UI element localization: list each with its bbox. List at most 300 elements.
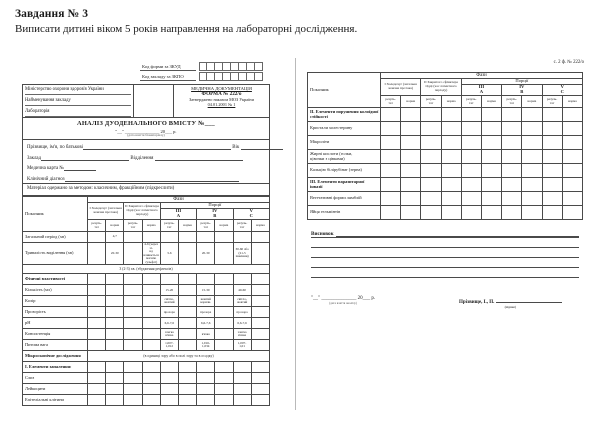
table-cell[interactable]: [522, 150, 542, 164]
table-cell[interactable]: [215, 395, 233, 406]
signature-name[interactable]: [459, 296, 562, 309]
table-cell[interactable]: 15-20: [160, 285, 178, 296]
patient-field-input[interactable]: [41, 154, 129, 161]
table-cell[interactable]: [215, 340, 233, 351]
table-cell[interactable]: [502, 150, 522, 164]
table-cell[interactable]: [461, 206, 481, 220]
table-cell[interactable]: злегка в'язка: [233, 329, 251, 340]
table-cell[interactable]: [142, 395, 160, 406]
patient-field-label: Відділення: [129, 155, 155, 161]
col-header-portion: [197, 209, 233, 220]
table-cell[interactable]: [233, 384, 251, 395]
table-cell[interactable]: [142, 318, 160, 329]
table-cell[interactable]: [124, 340, 142, 351]
table-cell[interactable]: [215, 373, 233, 384]
table-cell[interactable]: [481, 136, 501, 150]
table-cell[interactable]: [124, 318, 142, 329]
page-divider: [295, 58, 296, 410]
table-cell[interactable]: [401, 122, 421, 136]
signature-caption: (підпис): [504, 305, 517, 309]
institution-block: [22, 84, 134, 118]
table-cell[interactable]: [542, 108, 562, 122]
table-cell[interactable]: [215, 362, 233, 373]
table-cell[interactable]: [502, 192, 522, 206]
table-cell[interactable]: [562, 136, 582, 150]
table-cell[interactable]: прозора: [233, 307, 251, 318]
table-cell[interactable]: [197, 384, 215, 395]
table-cell[interactable]: [215, 307, 233, 318]
table-cell[interactable]: [142, 274, 160, 285]
table-cell[interactable]: [401, 108, 421, 122]
table-row-label: Колір: [23, 296, 88, 307]
col-header-phase2: ІІ Закритого сфінктера Одді (час латентного періоду): [124, 203, 160, 220]
table-cell[interactable]: [142, 285, 160, 296]
table-cell[interactable]: [88, 243, 106, 265]
col-header-sub: норма: [481, 96, 501, 108]
doc-meta-line4: 04.01.2001 № 1: [207, 102, 236, 107]
table-cell[interactable]: [251, 232, 269, 243]
table-cell[interactable]: [142, 362, 160, 373]
table-cell[interactable]: [461, 164, 481, 178]
table-cell[interactable]: [562, 150, 582, 164]
table-cell[interactable]: [461, 136, 481, 150]
table-cell[interactable]: [441, 136, 461, 150]
table-cell[interactable]: [142, 384, 160, 395]
signature-date[interactable]: [311, 296, 375, 305]
table-cell[interactable]: [106, 340, 124, 351]
form-page-left: [18, 58, 288, 413]
table-cell[interactable]: [88, 285, 106, 296]
table-cell[interactable]: [178, 307, 196, 318]
conclusion-block: [311, 228, 579, 278]
table-cell[interactable]: [381, 108, 401, 122]
table-cell[interactable]: [461, 192, 481, 206]
table-cell[interactable]: [178, 384, 196, 395]
table-cell[interactable]: [142, 296, 160, 307]
table-cell[interactable]: [401, 178, 421, 192]
code-cells-zkpo[interactable]: [199, 72, 263, 81]
col-header-portion: [461, 85, 501, 96]
table-row-label: Кальцію білірубінат (зерна): [308, 164, 381, 178]
table-cell[interactable]: 20-30: [197, 243, 215, 265]
table-cell[interactable]: [160, 373, 178, 384]
signature-name-label: Прізвище, І., П.: [459, 300, 495, 305]
portion-letter: С: [560, 89, 564, 95]
table-cell[interactable]: [251, 373, 269, 384]
table-cell[interactable]: [88, 296, 106, 307]
institution-label: Найменування закладу: [25, 97, 131, 106]
patient-field-label: Прізвище, ім'я, по батькові: [27, 145, 84, 150]
table-cell[interactable]: [88, 362, 106, 373]
table-cell[interactable]: [481, 206, 501, 220]
table-cell[interactable]: [251, 362, 269, 373]
table-cell[interactable]: [562, 108, 582, 122]
table-cell[interactable]: 4,7: [106, 232, 124, 243]
table-cell[interactable]: [401, 150, 421, 164]
table-row: [23, 329, 270, 340]
table-cell[interactable]: [106, 318, 124, 329]
table-cell[interactable]: [502, 108, 522, 122]
table-cell[interactable]: [142, 307, 160, 318]
table-cell[interactable]: 3-6: [160, 243, 178, 265]
code-block: [140, 62, 270, 82]
table-cell[interactable]: [106, 373, 124, 384]
table-cell[interactable]: [124, 296, 142, 307]
table-cell[interactable]: [401, 192, 421, 206]
table-cell[interactable]: [160, 232, 178, 243]
table-row-label: Фізичні властивості: [23, 274, 88, 285]
col-header-sub: норма: [251, 220, 269, 232]
table-cell[interactable]: [461, 122, 481, 136]
table-cell[interactable]: [124, 274, 142, 285]
table-cell[interactable]: [542, 192, 562, 206]
table-cell[interactable]: [251, 243, 269, 265]
table-cell[interactable]: злегка в'язка: [160, 329, 178, 340]
table-cell[interactable]: [502, 164, 522, 178]
table-cell[interactable]: [215, 232, 233, 243]
table-cell[interactable]: світло- жовтий: [160, 296, 178, 307]
table-cell[interactable]: [124, 384, 142, 395]
code-label-zkud: Код форми за ЗКУД: [140, 62, 196, 71]
table-cell[interactable]: [233, 232, 251, 243]
table-row: [308, 136, 583, 150]
patient-field-input[interactable]: [241, 143, 283, 150]
table-cell[interactable]: [401, 136, 421, 150]
table-note-cell: 3 (2-3) хв. (збудження рефлексів): [23, 265, 270, 274]
table-row: [23, 340, 270, 351]
table-cell[interactable]: [251, 307, 269, 318]
table-cell[interactable]: [502, 136, 522, 150]
table-cell[interactable]: [542, 178, 562, 192]
table-cell[interactable]: [481, 178, 501, 192]
table-cell[interactable]: [421, 122, 441, 136]
table-cell[interactable]: [251, 384, 269, 395]
table-cell[interactable]: [160, 362, 178, 373]
table-cell[interactable]: [441, 164, 461, 178]
table-cell[interactable]: [215, 285, 233, 296]
table-cell[interactable]: [88, 274, 106, 285]
patient-field-input[interactable]: [83, 143, 231, 150]
table-cell[interactable]: [421, 178, 441, 192]
table-cell[interactable]: [481, 150, 501, 164]
patient-field-label: Клінічний діагноз: [27, 176, 65, 182]
table-cell[interactable]: [178, 243, 196, 265]
conclusion-input[interactable]: [336, 228, 579, 237]
portion-letter: В: [520, 89, 524, 95]
table-cell[interactable]: [562, 122, 582, 136]
table-cell[interactable]: [441, 206, 461, 220]
table-cell[interactable]: [461, 150, 481, 164]
table-cell[interactable]: [251, 318, 269, 329]
col-header-indicator: Показник: [308, 73, 381, 108]
table-cell[interactable]: [197, 274, 215, 285]
table-cell[interactable]: [401, 164, 421, 178]
table-cell[interactable]: [142, 329, 160, 340]
table-cell[interactable]: [251, 395, 269, 406]
table-cell[interactable]: [233, 395, 251, 406]
col-header-phase1: І Холедохус (загальна жовчна протока): [381, 79, 421, 96]
patient-field-label: Вік: [231, 145, 241, 150]
table-cell[interactable]: 40-60: [233, 285, 251, 296]
patient-field-input[interactable]: [155, 154, 243, 161]
table-cell[interactable]: [178, 395, 196, 406]
table-cell[interactable]: [502, 178, 522, 192]
table-cell[interactable]: [522, 206, 542, 220]
table-cell[interactable]: [251, 285, 269, 296]
table-cell[interactable]: [542, 164, 562, 178]
table-cell[interactable]: [178, 340, 196, 351]
table-cell[interactable]: світло- жовтий: [233, 296, 251, 307]
table-cell[interactable]: [178, 296, 196, 307]
table-cell[interactable]: [502, 122, 522, 136]
patient-field-row: [27, 175, 265, 182]
doc-meta-line1: МЕДИЧНА ДОКУМЕНТАЦІЯ: [191, 86, 252, 91]
table-cell[interactable]: [106, 307, 124, 318]
table-row-label: І. Елементи запалення:: [23, 362, 88, 373]
conclusion-input[interactable]: [311, 248, 579, 258]
table-cell[interactable]: [461, 108, 481, 122]
table-cell[interactable]: [160, 274, 178, 285]
table-cell[interactable]: [88, 329, 106, 340]
table-row-label: ІІІ. Елементи паразитарної інвазії: [308, 178, 381, 192]
signature-name-blank[interactable]: [496, 296, 562, 303]
table-cell[interactable]: 20-30: [106, 243, 124, 265]
table-cell[interactable]: [251, 296, 269, 307]
code-cells-zkud[interactable]: [199, 62, 263, 71]
col-header-portion: [160, 209, 196, 220]
table-cell[interactable]: [160, 395, 178, 406]
table-cell[interactable]: [215, 318, 233, 329]
table-cell[interactable]: [522, 136, 542, 150]
table-cell[interactable]: [251, 329, 269, 340]
table-cell[interactable]: [142, 373, 160, 384]
table-cell[interactable]: [461, 178, 481, 192]
table-cell[interactable]: [542, 150, 562, 164]
table-cell[interactable]: прозора: [197, 307, 215, 318]
table-row: [23, 265, 270, 274]
table-cell[interactable]: [421, 192, 441, 206]
table-cell[interactable]: [233, 274, 251, 285]
table-cell[interactable]: [142, 232, 160, 243]
table-cell[interactable]: [381, 122, 401, 136]
portion-letter: В: [213, 213, 217, 219]
table-cell[interactable]: [421, 206, 441, 220]
table-cell[interactable]: 6,6-7,6: [233, 318, 251, 329]
table-cell[interactable]: [233, 362, 251, 373]
table-cell[interactable]: [542, 122, 562, 136]
conclusion-input[interactable]: [311, 238, 579, 248]
table-cell[interactable]: [106, 384, 124, 395]
table-row-label: Питома вага: [23, 340, 88, 351]
table-cell[interactable]: [88, 307, 106, 318]
table-cell[interactable]: [562, 206, 582, 220]
table-cell[interactable]: [481, 192, 501, 206]
form-date-line[interactable]: "__" _______________ 20___ р.: [115, 129, 177, 134]
table-cell[interactable]: [160, 384, 178, 395]
table-cell[interactable]: [124, 285, 142, 296]
table-cell[interactable]: [215, 243, 233, 265]
table-cell[interactable]: [106, 285, 124, 296]
table-cell[interactable]: 6,6-7,6: [160, 318, 178, 329]
col-header-sub: норма: [106, 220, 124, 232]
conclusion-input[interactable]: [311, 268, 579, 278]
portion-letter: С: [249, 213, 253, 219]
col-header-sub: резуль- тат: [233, 220, 251, 232]
table-cell[interactable]: [251, 340, 269, 351]
table-cell[interactable]: 1,007- 1,012: [160, 340, 178, 351]
signature-date-caption: (дата взяття аналізу): [329, 301, 357, 305]
conclusion-input[interactable]: [311, 258, 579, 268]
table-cell[interactable]: [142, 340, 160, 351]
table-cell[interactable]: жовтий коричн.: [197, 296, 215, 307]
table-cell[interactable]: [88, 384, 106, 395]
form-header-row: [22, 84, 270, 118]
table-cell[interactable]: [178, 318, 196, 329]
table-cell[interactable]: [481, 122, 501, 136]
table-row: [308, 150, 583, 164]
col-header-phases: Фази: [381, 73, 583, 79]
form-title-box: [22, 118, 270, 140]
table-cell[interactable]: [481, 108, 501, 122]
laboratory-label: Лабораторія: [25, 108, 131, 117]
table-cell[interactable]: [178, 232, 196, 243]
table-cell[interactable]: [197, 395, 215, 406]
patient-field-input[interactable]: [65, 175, 239, 182]
col-header-phases: Фази: [88, 197, 270, 203]
table-cell[interactable]: 6,6-7,6: [197, 318, 215, 329]
table-cell[interactable]: [106, 274, 124, 285]
table-cell[interactable]: [481, 164, 501, 178]
table-row: [308, 122, 583, 136]
table-row: [23, 296, 270, 307]
table-cell[interactable]: [106, 329, 124, 340]
table-cell[interactable]: [522, 178, 542, 192]
form-title: АНАЛІЗ ДУОДЕНАЛЬНОГО ВМІСТУ №___: [77, 120, 215, 127]
table-cell[interactable]: [215, 274, 233, 285]
table-cell[interactable]: [178, 329, 196, 340]
table-cell[interactable]: [381, 192, 401, 206]
table-cell[interactable]: [124, 329, 142, 340]
portion-letter: А: [176, 213, 181, 219]
table-cell[interactable]: [542, 206, 562, 220]
table-row-label: Кількість (мл): [23, 285, 88, 296]
table-cell[interactable]: [381, 206, 401, 220]
table-cell[interactable]: [124, 243, 142, 265]
portion-roman: ІV: [212, 208, 218, 214]
table-cell[interactable]: [88, 318, 106, 329]
portion-letter: А: [479, 89, 484, 95]
table-cell[interactable]: [381, 150, 401, 164]
table-cell[interactable]: [381, 178, 401, 192]
patient-field-input[interactable]: [64, 164, 96, 171]
table-cell[interactable]: [106, 395, 124, 406]
table-cell[interactable]: [178, 362, 196, 373]
table-cell[interactable]: [522, 108, 542, 122]
table-row: [308, 108, 583, 122]
table-cell[interactable]: [88, 373, 106, 384]
table-cell[interactable]: [106, 362, 124, 373]
doc-meta-block: [174, 84, 270, 118]
table-cell[interactable]: [421, 108, 441, 122]
table-cell[interactable]: [381, 164, 401, 178]
table-cell[interactable]: [502, 206, 522, 220]
col-header-portions: Порції: [461, 79, 582, 85]
table-cell[interactable]: [88, 395, 106, 406]
page-corner-label: с. 2 ф. № 222/о: [553, 60, 584, 65]
table-cell[interactable]: 30-60 або (21-5 хвилини): [233, 243, 251, 265]
table-cell[interactable]: [178, 373, 196, 384]
table-cell[interactable]: 4-6 (через зі- нд вливається магнію сульфат): [143, 242, 159, 264]
table-cell[interactable]: [522, 192, 542, 206]
table-row: [23, 395, 270, 406]
table-cell[interactable]: [215, 329, 233, 340]
table-cell[interactable]: [441, 178, 461, 192]
table-cell[interactable]: [233, 373, 251, 384]
table-cell[interactable]: [542, 136, 562, 150]
table-cell[interactable]: [178, 285, 196, 296]
table-cell[interactable]: [421, 164, 441, 178]
table-cell[interactable]: [88, 232, 106, 243]
table-row-label: рН: [23, 318, 88, 329]
table-cell[interactable]: [251, 274, 269, 285]
table-cell[interactable]: [522, 122, 542, 136]
table-cell[interactable]: [562, 164, 582, 178]
col-header-sub: резуль- тат: [381, 96, 401, 108]
table-row: [308, 206, 583, 220]
table-cell[interactable]: [441, 192, 461, 206]
form-date-caption: (дата взяття біоматеріалу): [127, 133, 165, 137]
table-cell[interactable]: [215, 384, 233, 395]
table-cell[interactable]: 1,007- 1,01: [233, 340, 251, 351]
table-cell[interactable]: [178, 274, 196, 285]
table-cell[interactable]: [124, 307, 142, 318]
table-cell[interactable]: [421, 150, 441, 164]
table-row-label: Консистенція: [23, 329, 88, 340]
table-cell[interactable]: [197, 373, 215, 384]
portion-roman: V: [249, 208, 253, 214]
table-cell[interactable]: в'язка: [197, 329, 215, 340]
form-page-right: [303, 58, 588, 413]
conclusion-first-line: [311, 228, 579, 238]
portion-roman: V: [560, 84, 564, 90]
table-cell[interactable]: [106, 296, 124, 307]
table-cell[interactable]: [124, 362, 142, 373]
table-cell[interactable]: [441, 150, 461, 164]
table-cell[interactable]: [215, 296, 233, 307]
table-cell[interactable]: [124, 232, 142, 243]
table-cell[interactable]: [401, 206, 421, 220]
method-line[interactable]: Матеріал одержано за методом: класичним, фракційним (підкреслити): [22, 184, 270, 196]
table-cell[interactable]: [441, 108, 461, 122]
table-cell[interactable]: [562, 178, 582, 192]
table-cell[interactable]: [88, 340, 106, 351]
table-cell[interactable]: [441, 122, 461, 136]
table-cell[interactable]: 1,016- 1,034: [197, 340, 215, 351]
table-cell[interactable]: [124, 373, 142, 384]
table-cell[interactable]: прозора: [160, 307, 178, 318]
table-cell[interactable]: [124, 395, 142, 406]
table-cell[interactable]: [197, 232, 215, 243]
table-cell[interactable]: [562, 192, 582, 206]
table-row-label: Кристали холестерину: [308, 122, 381, 136]
col-header-sub: норма: [441, 96, 461, 108]
table-cell[interactable]: [197, 362, 215, 373]
table-cell[interactable]: [522, 164, 542, 178]
table-cell[interactable]: [381, 136, 401, 150]
table-cell[interactable]: 15-30: [197, 285, 215, 296]
table-cell[interactable]: [421, 136, 441, 150]
table-row-label: Тривалість виділення (хв): [23, 243, 88, 265]
